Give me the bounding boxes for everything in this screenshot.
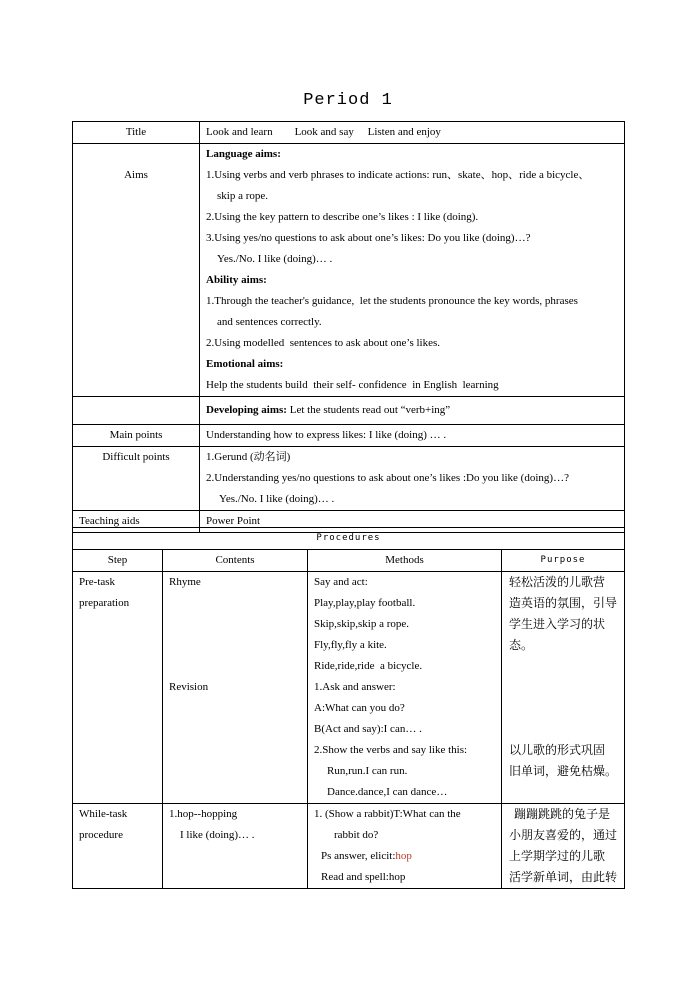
page-title: Period 1 (303, 91, 393, 110)
difficult-points-content (200, 447, 625, 511)
method-line: Play,play,play football. (314, 597, 416, 609)
while-task-step-line-1: While-task (79, 808, 128, 820)
aims-label: Aims (73, 144, 200, 397)
pre-task-contents (163, 572, 308, 804)
method-line: Run,run.I can run. (327, 765, 408, 777)
header-step: Step (73, 550, 163, 572)
method-line: Say and act: (314, 576, 368, 588)
aims-content (200, 144, 625, 397)
ability-aims-heading: Ability aims: (206, 274, 267, 286)
difficult-point-2: 2.Understanding yes/no questions to ask about one’s likes :Do you like (doing)…? (206, 472, 569, 484)
while-task-methods (308, 804, 502, 889)
purpose-line: 活学新单词，由此转 (509, 870, 618, 884)
developing-aims-spacer (73, 397, 200, 425)
purpose-line: 轻松活泼的儿歌营 (509, 575, 606, 589)
purpose-line: 上学期学过的儿歌 (509, 849, 606, 863)
method-line: Fly,fly,fly a kite. (314, 639, 387, 651)
method-elicit-text: Ps answer, elicit: (321, 850, 396, 862)
content-rhyme: Rhyme (169, 576, 201, 588)
procedures-heading: Procedures (73, 528, 625, 550)
language-aim-1: 1.Using verbs and verb phrases to indicate actions: run、skate、hop、ride a bicycle、 (206, 169, 590, 181)
pre-task-step-line-2: preparation (79, 597, 130, 609)
method-line: Skip,skip,skip a rope. (314, 618, 410, 630)
language-aims-heading: Language aims: (206, 148, 281, 160)
lesson-plan-table (72, 121, 625, 533)
while-task-contents (163, 804, 308, 889)
while-task-step (73, 804, 163, 889)
main-points-value: Understanding how to express likes: I like (doing) … . (200, 425, 625, 447)
title-value: Look and learn Look and say Listen and enjoy (200, 122, 625, 144)
method-line: B(Act and say):I can… . (314, 723, 422, 735)
pre-task-step-line-1: Pre-task (79, 576, 116, 588)
pre-task-methods (308, 572, 502, 804)
language-aim-3: 3.Using yes/no questions to ask about one’s likes: Do you like (doing)…? (206, 232, 531, 244)
method-line: 1. (Show a rabbit)T:What can the (314, 808, 461, 820)
purpose-line: 态。 (509, 638, 534, 652)
language-aim-2: 2.Using the key pattern to describe one’s likes : I like (doing). (206, 211, 479, 223)
ability-aim-1: 1.Through the teacher's guidance, let the students pronounce the key words, phrases (206, 295, 578, 307)
emotional-aims-heading: Emotional aims: (206, 358, 284, 370)
purpose-line: 蹦蹦跳跳的兔子是 (514, 807, 611, 821)
ability-aim-1-cont: and sentences correctly. (217, 316, 322, 328)
method-elicit-word: hop (395, 850, 412, 862)
difficult-point-2-cont: Yes./No. I like (doing)… . (219, 493, 335, 505)
language-aim-1-cont: skip a rope. (217, 190, 269, 202)
developing-aims (200, 397, 625, 425)
developing-aims-heading: Developing aims: (206, 404, 287, 416)
method-line: 1.Ask and answer: (314, 681, 396, 693)
purpose-line: 小朋友喜爱的，通过 (509, 828, 618, 842)
difficult-point-1: 1.Gerund (动名词) (206, 451, 291, 463)
language-aim-3-cont: Yes./No. I like (doing)… . (217, 253, 333, 265)
header-contents: Contents (163, 550, 308, 572)
procedures-table (72, 527, 625, 889)
purpose-line: 学生进入学习的状 (509, 617, 606, 631)
purpose-line: 以儿歌的形式巩固 (509, 743, 606, 757)
ability-aim-2: 2.Using modelled sentences to ask about one’s likes. (206, 337, 441, 349)
method-line: Ride,ride,ride a bicycle. (314, 660, 423, 672)
pre-task-purpose (502, 572, 625, 804)
header-methods: Methods (308, 550, 502, 572)
difficult-points-label: Difficult points (73, 447, 200, 511)
developing-aims-text: Let the students read out “verb+ing” (286, 404, 451, 416)
while-task-step-line-2: procedure (79, 829, 123, 841)
method-line: Dance.dance,I can dance… (327, 786, 448, 798)
content-line: 1.hop--hopping (169, 808, 238, 820)
content-revision: Revision (169, 681, 209, 693)
title-label: Title (73, 122, 200, 144)
main-points-label: Main points (73, 425, 200, 447)
method-line: A:What can you do? (314, 702, 405, 714)
pre-task-step (73, 572, 163, 804)
teaching-aids-value: Power Point (200, 511, 625, 533)
while-task-purpose (502, 804, 625, 889)
method-line: 2.Show the verbs and say like this: (314, 744, 468, 756)
method-line: rabbit do? (334, 829, 379, 841)
teaching-aids-label: Teaching aids (73, 511, 200, 533)
emotional-aim-1: Help the students build their self- confidence in English learning (206, 379, 499, 391)
content-line: I like (doing)… . (180, 829, 255, 841)
header-purpose: Purpose (502, 550, 625, 572)
purpose-line: 造英语的氛围，引导 (509, 596, 618, 610)
method-line: Read and spell:hop (321, 871, 406, 883)
method-line (308, 846, 501, 867)
purpose-line: 旧单词，避免枯燥。 (509, 764, 618, 778)
